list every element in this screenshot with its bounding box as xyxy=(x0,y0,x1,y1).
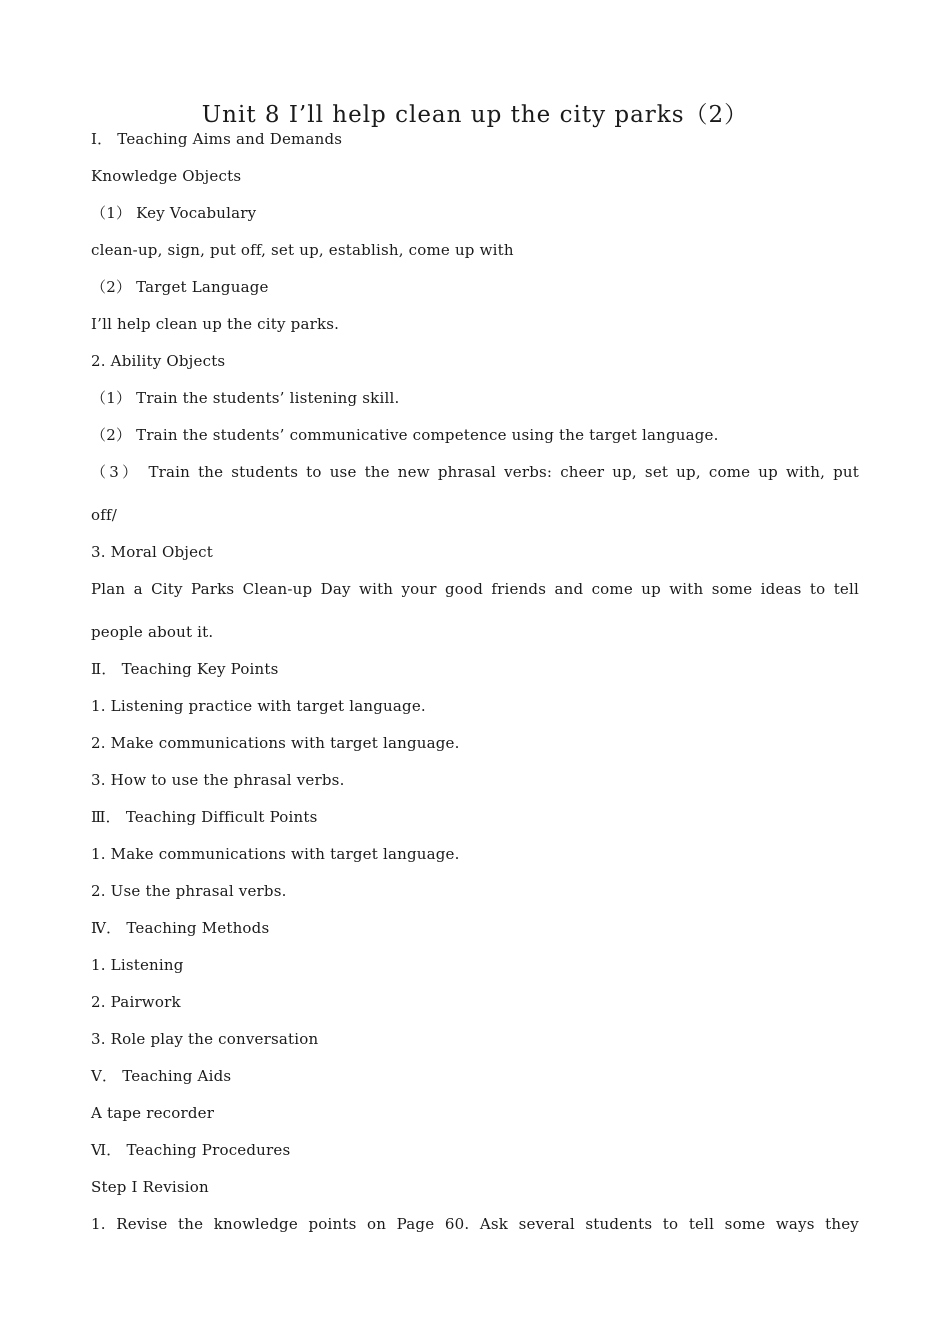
section-heading-teaching-aims: Ⅰ． Teaching Aims and Demands xyxy=(91,130,343,148)
key-point-1: 1. Listening practice with target language. xyxy=(91,697,426,715)
difficult-point-2: 2. Use the phrasal verbs. xyxy=(91,882,287,900)
method-3: 3. Role play the conversation xyxy=(91,1030,319,1048)
document-title-text: Unit 8 I’ll help clean up the city parks（2） xyxy=(201,102,749,128)
subheading-moral-object: 3. Moral Object xyxy=(91,543,214,561)
document-title xyxy=(0,96,950,129)
section-heading-key-points: Ⅱ． Teaching Key Points xyxy=(91,660,279,678)
teaching-aid-item: A tape recorder xyxy=(91,1104,215,1122)
section-heading-teaching-procedures: Ⅵ． Teaching Procedures xyxy=(91,1141,291,1159)
step-1-item-1: 1. Revise the knowledge points on Page 60. Ask several students to tell some ways they xyxy=(91,1215,859,1233)
subheading-knowledge-objects: Knowledge Objects xyxy=(91,167,242,185)
ability-item-3-continued: off/ xyxy=(91,506,117,524)
item-key-vocabulary: （1） Key Vocabulary xyxy=(91,204,257,222)
ability-item-2: （2） Train the students’ communicative competence using the target language. xyxy=(91,426,719,444)
step-1-heading: Step Ⅰ Revision xyxy=(91,1178,209,1196)
target-language-sentence: I’ll help clean up the city parks. xyxy=(91,315,340,333)
moral-object-text: Plan a City Parks Clean-up Day with your good friends and come up with some ideas to tell xyxy=(91,580,859,598)
section-heading-teaching-methods: Ⅳ． Teaching Methods xyxy=(91,919,270,937)
item-target-language: （2） Target Language xyxy=(91,278,269,296)
key-point-2: 2. Make communications with target language. xyxy=(91,734,460,752)
subheading-ability-objects: 2. Ability Objects xyxy=(91,352,226,370)
ability-item-3: （3） Train the students to use the new phrasal verbs: cheer up, set up, come up with, put xyxy=(91,463,859,481)
section-heading-teaching-aids: Ⅴ． Teaching Aids xyxy=(91,1067,232,1085)
method-2: 2. Pairwork xyxy=(91,993,181,1011)
vocabulary-list: clean-up, sign, put off, set up, establish, come up with xyxy=(91,241,514,259)
moral-object-text-continued: people about it. xyxy=(91,623,214,641)
key-point-3: 3. How to use the phrasal verbs. xyxy=(91,771,345,789)
method-1: 1. Listening xyxy=(91,956,184,974)
section-heading-difficult-points: Ⅲ． Teaching Difficult Points xyxy=(91,808,318,826)
difficult-point-1: 1. Make communications with target language. xyxy=(91,845,460,863)
ability-item-1: （1） Train the students’ listening skill. xyxy=(91,389,400,407)
